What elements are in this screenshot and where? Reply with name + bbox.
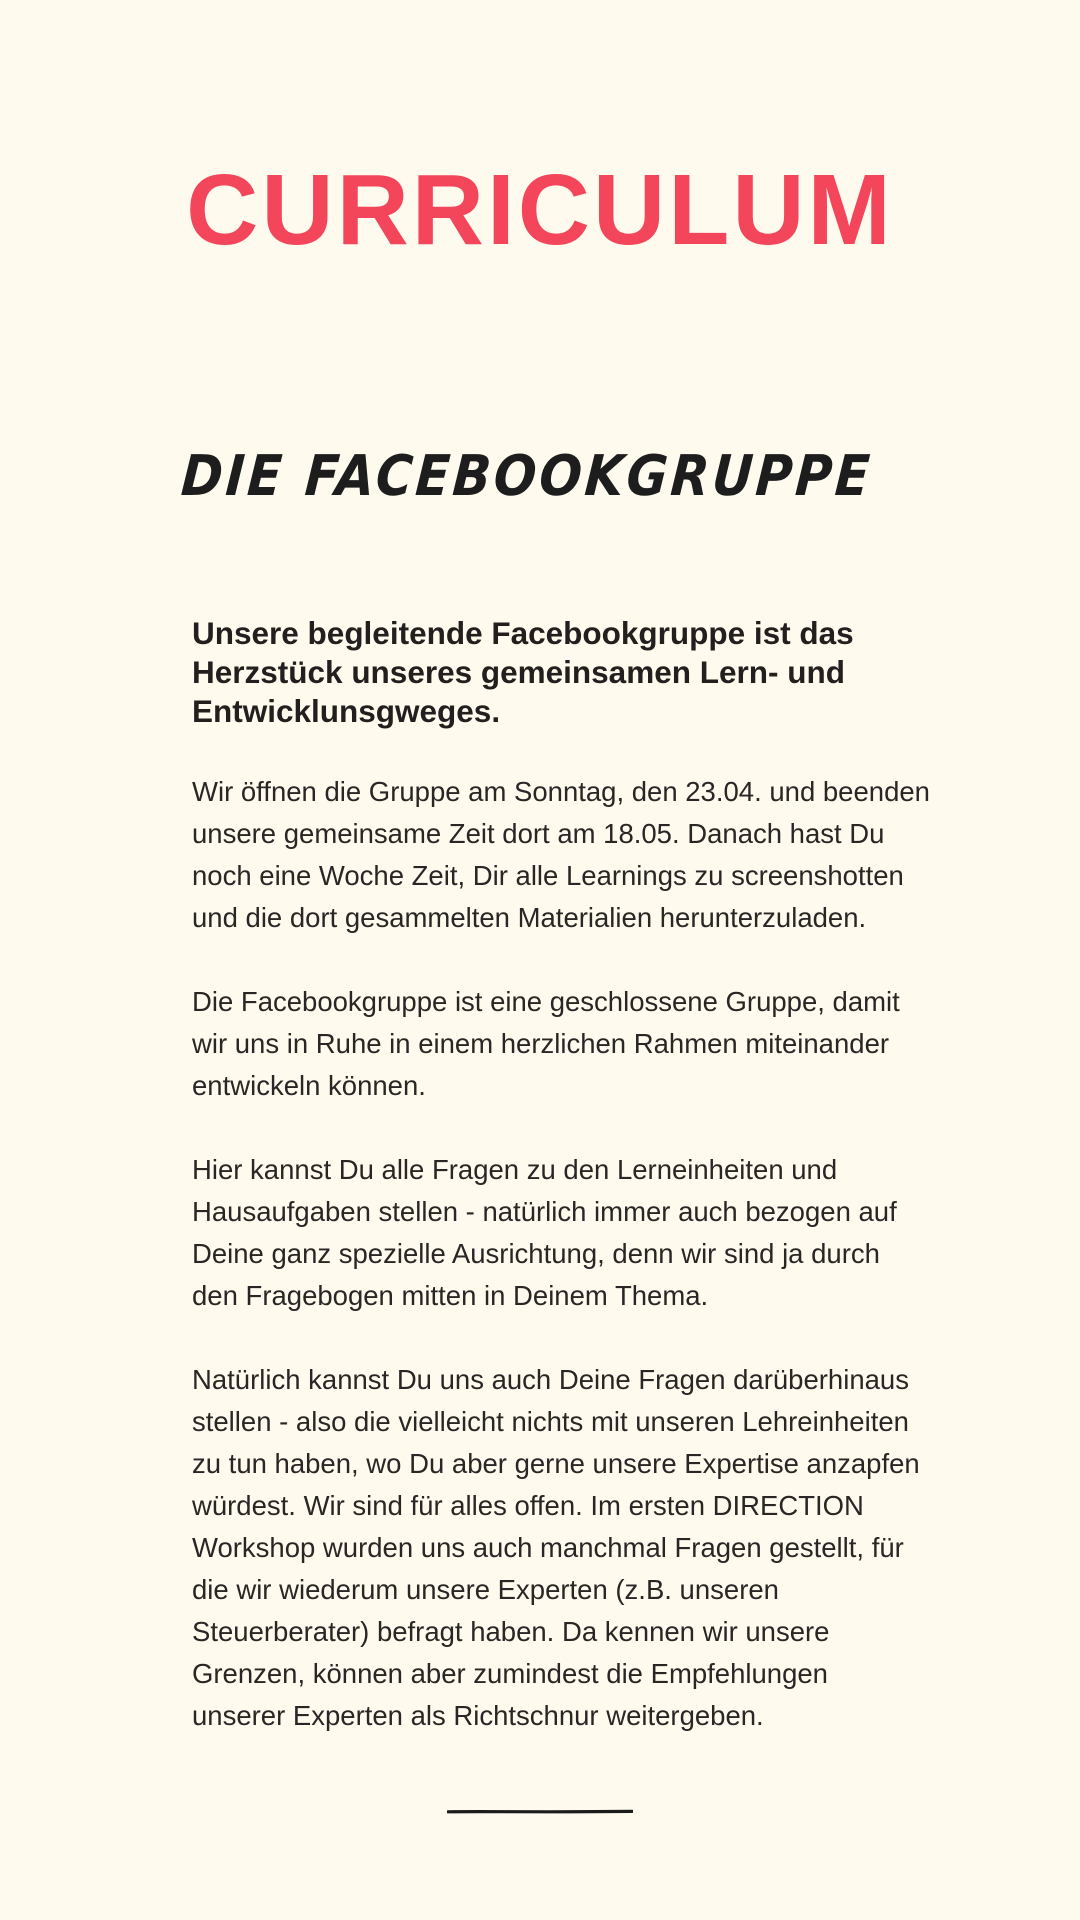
content-body [192, 614, 972, 1779]
paragraph-further-questions: Natürlich kannst Du uns auch Deine Fragen darüberhinaus stellen - also die vielleicht nichts mit unseren Lehreinheiten zu tun haben, wo Du aber gerne unsere Expertise anzapfen würdest. Wir sind für alles offen. Im ersten DIRECTION Workshop wurden uns auch manchmal Fragen gestellt, für die wir wiederum unsere Experten (z.B. unseren Steuerberater) befragt haben. Da kennen wir unsere Grenzen, können aber zumindest die Empfehlungen unserer Experten als Richtschnur weitergeben. [192, 1364, 920, 1731]
divider-line [447, 1809, 633, 1814]
paragraph-group-dates: Wir öffnen die Gruppe am Sonntag, den 23.04. und beenden unsere gemeinsame Zeit dort am 18.05. Danach hast Du noch eine Woche Zeit, Dir alle Learnings zu screenshotten und die dort gesammelten Materialien herunterzuladen. [192, 776, 930, 933]
page-title: CURRICULUM [186, 154, 894, 266]
lead-paragraph: Unsere begleitende Facebookgruppe ist das Herzstück unseres gemeinsamen Lern- und Entwicklunsgweges. [192, 615, 854, 729]
paragraph-closed-group: Die Facebookgruppe ist eine geschlossene Gruppe, damit wir uns in Ruhe in einem herzlichen Rahmen miteinander entwickeln können. [192, 986, 900, 1101]
paragraph-questions: Hier kannst Du alle Fragen zu den Lerneinheiten und Hausaufgaben stellen - natürlich immer auch bezogen auf Deine ganz spezielle Ausrichtung, denn wir sind ja durch den Fragebogen mitten in Deinem Thema. [192, 1154, 897, 1311]
section-heading: DIE FACEBOOKGRUPPE [179, 443, 875, 509]
